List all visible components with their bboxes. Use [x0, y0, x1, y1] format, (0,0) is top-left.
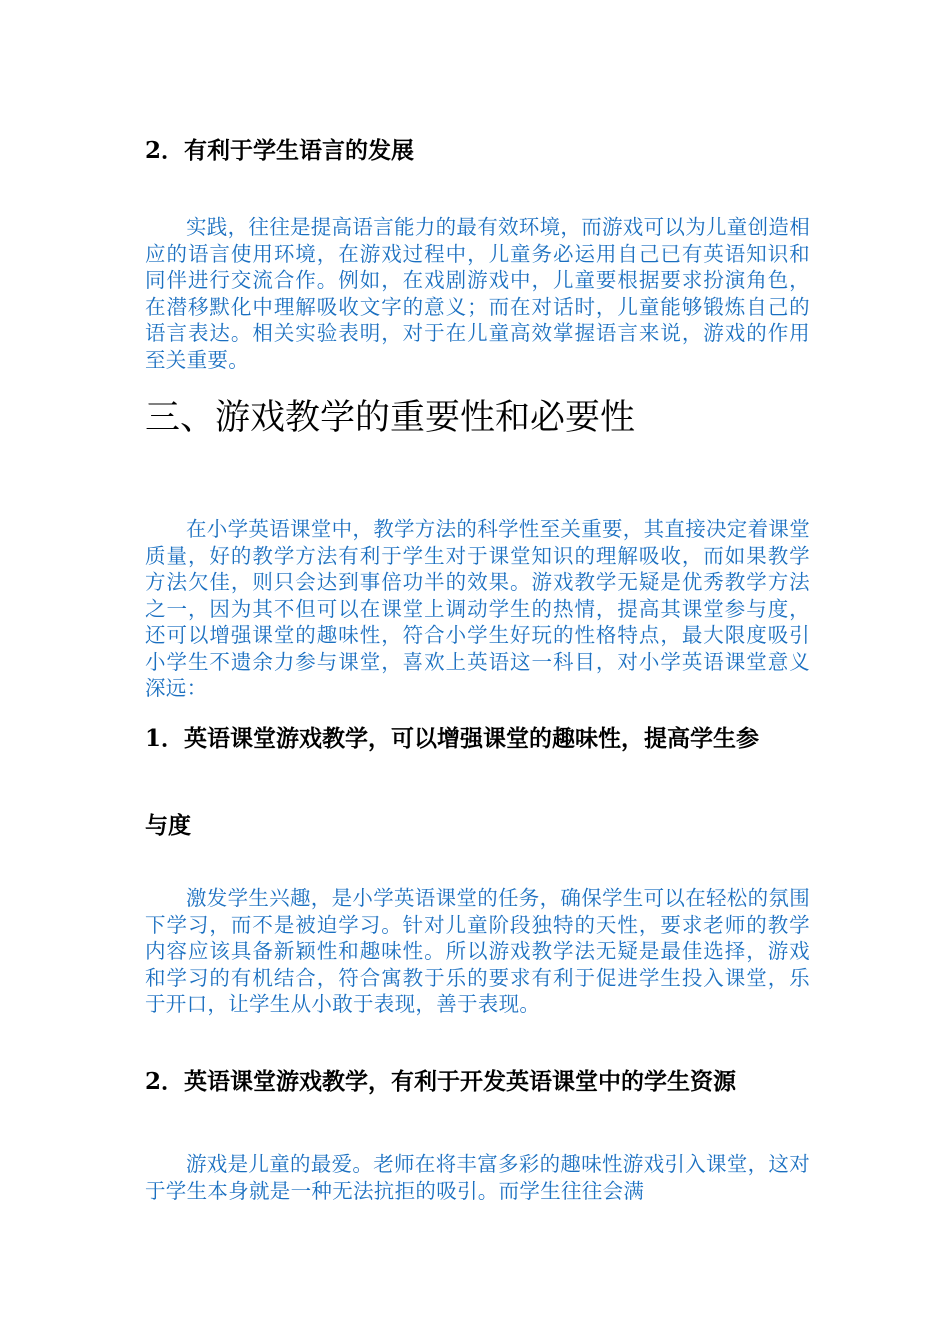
paragraph-language-practice: 实践，往往是提高语言能力的最有效环境，而游戏可以为儿童创造相应的语言使用环境，在游戏过程中，儿童务必运用自己已有英语知识和同伴进行交流合作。例如，在戏剧游戏中，儿童要根据要求扮演角色，在潜移默化中理解吸收文字的意义；而在对话时，儿童能够锻炼自己的语言表达。相关实验表明，对于在儿童高效掌握语言来说，游戏的作用至关重要。: [145, 215, 810, 372]
subheading-interest-line2: 与度: [145, 812, 191, 839]
paragraph-interest: 激发学生兴趣，是小学英语课堂的任务，确保学生可以在轻松的氛围下学习，而不是被迫学习。针对儿童阶段独特的天性，要求老师的教学内容应该具备新颖性和趣味性。所以游戏教学法无疑是最佳选择，游戏和学习的有机结合，符合寓教于乐的要求有利于促进学生投入课堂，乐于开口，让学生从小敢于表现，善于表现。: [145, 886, 810, 1016]
subheading-interest-line1: 1．英语课堂游戏教学，可以增强课堂的趣味性，提高学生参: [145, 725, 760, 752]
section-title-three: 三、游戏教学的重要性和必要性: [145, 398, 636, 438]
paragraph-importance: 在小学英语课堂中，教学方法的科学性至关重要，其直接决定着课堂质量，好的教学方法有利于学生对于课堂知识的理解吸收，而如果教学方法欠佳，则只会达到事倍功半的效果。游戏教学无疑是优秀教学方法之一，因为其不但可以在课堂上调动学生的热情，提高其课堂参与度，还可以增强课堂的趣味性，符合小学生好玩的性格特点，最大限度吸引小学生不遗余力参与课堂，喜欢上英语这一科目，对小学英语课堂意义深远：: [145, 517, 810, 700]
subheading-language-development: 2．有利于学生语言的发展: [145, 137, 415, 164]
paragraph-resources: 游戏是儿童的最爱。老师在将丰富多彩的趣味性游戏引入课堂，这对于学生本身就是一种无法抗拒的吸引。而学生往往会满: [145, 1152, 810, 1203]
subheading-student-resources: 2．英语课堂游戏教学，有利于开发英语课堂中的学生资源: [145, 1068, 737, 1095]
